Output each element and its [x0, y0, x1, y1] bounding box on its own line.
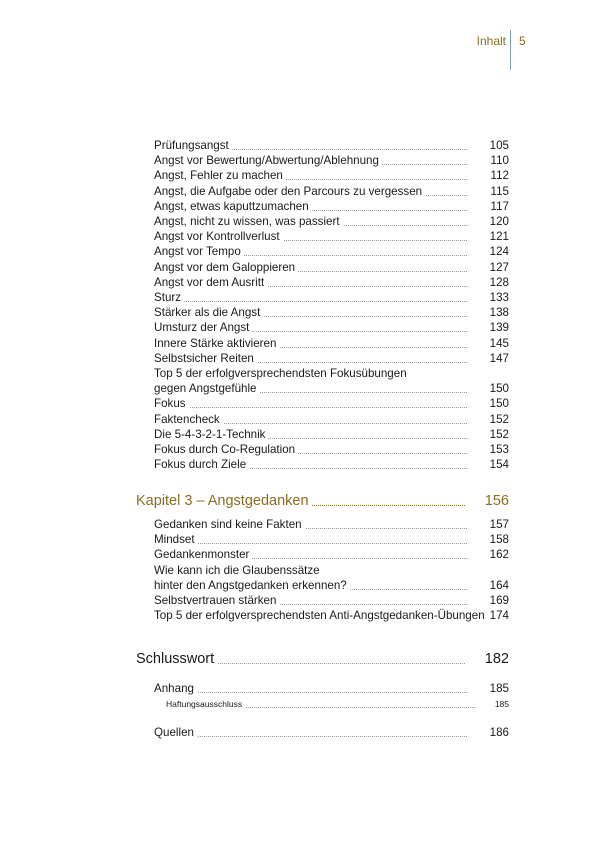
entry-page: 169: [489, 594, 509, 607]
entry-label: Haftungsausschluss: [166, 698, 245, 710]
entry-label: Angst, nicht zu wissen, was passiert: [154, 214, 343, 229]
page-number: 5: [519, 34, 526, 48]
entry-page: 150: [489, 397, 509, 411]
toc-entry[interactable]: [154, 563, 509, 578]
entry-page: 158: [489, 533, 509, 547]
leader-dots: [154, 691, 467, 693]
chapter-page: 156: [484, 493, 509, 509]
entry-label: Selbstvertrauen stärken: [154, 593, 279, 608]
entry-page: 117: [490, 199, 509, 213]
header-divider: [510, 30, 511, 70]
entry-page: 164: [489, 578, 509, 592]
entry-label: Top 5 der erfolgversprechendsten Anti-Angstgedanken-Übungen: [154, 608, 488, 623]
entry-page: 121: [489, 230, 509, 244]
entry-page: 124: [489, 245, 509, 259]
entry-label: Angst vor dem Ausritt: [154, 275, 267, 290]
entry-page: 145: [489, 336, 509, 350]
toc-entry[interactable]: [154, 593, 509, 608]
entry-label: Sturz: [154, 290, 184, 305]
toc-entry[interactable]: [154, 351, 509, 366]
entry-label: hinter den Angstgedanken erkennen?: [154, 578, 350, 593]
toc-entry[interactable]: [154, 275, 509, 290]
toc-anhang[interactable]: [154, 681, 509, 696]
entry-page: 110: [490, 154, 509, 168]
section-label: Schlusswort: [136, 649, 217, 669]
entry-label: Die 5-4-3-2-1-Technik: [154, 427, 268, 442]
toc-entry[interactable]: [154, 608, 509, 623]
toc-entry[interactable]: [154, 336, 509, 351]
entry-page: 138: [489, 306, 509, 320]
entry-page: 147: [489, 351, 509, 365]
toc-chapter-3[interactable]: [136, 491, 509, 511]
toc-entry[interactable]: [154, 578, 509, 593]
toc-haftungsausschluss[interactable]: [166, 698, 509, 710]
entry-page: 157: [489, 518, 509, 531]
entry-label: Fokus: [154, 396, 189, 411]
toc-entry[interactable]: [154, 517, 509, 532]
entry-page: 174: [489, 609, 509, 623]
entry-label: Top 5 der erfolgversprechendsten Fokusübungen: [154, 366, 410, 381]
toc-entry[interactable]: [154, 532, 509, 547]
toc-quellen[interactable]: [154, 725, 509, 740]
entry-page: 152: [489, 412, 509, 426]
section-title: Inhalt: [476, 34, 506, 48]
running-header: [400, 30, 600, 70]
leader-dots: [154, 542, 467, 544]
toc-entry[interactable]: [154, 442, 509, 457]
entry-label: Angst, die Aufgabe oder den Parcours zu vergessen: [154, 184, 425, 199]
toc-entry[interactable]: [154, 305, 509, 320]
entry-label: Gedankenmonster: [154, 547, 252, 562]
toc-entry[interactable]: [154, 184, 509, 199]
toc-entry[interactable]: [154, 153, 509, 168]
toc-entry[interactable]: [154, 199, 509, 214]
entry-label: Innere Stärke aktivieren: [154, 336, 279, 351]
entry-page: 139: [489, 321, 509, 335]
entry-label: Angst vor dem Galoppieren: [154, 260, 298, 275]
toc-entry[interactable]: [154, 366, 509, 381]
toc-entry[interactable]: [154, 457, 509, 472]
entry-label: Faktencheck: [154, 412, 223, 427]
entry-page: 185: [494, 699, 509, 709]
entry-label: Gedanken sind keine Fakten: [154, 517, 305, 532]
entry-label: Fokus durch Co-Regulation: [154, 442, 298, 457]
entry-page: 153: [489, 443, 509, 456]
entry-label: Prüfungsangst: [154, 138, 232, 153]
leader-dots: [154, 735, 467, 737]
chapter-title: Kapitel 3 – Angstgedanken: [136, 491, 312, 511]
entry-page: 127: [489, 260, 509, 274]
toc-entry[interactable]: [154, 214, 509, 229]
entry-label: Angst vor Kontrollverlust: [154, 229, 283, 244]
entry-page: 186: [489, 726, 509, 739]
entry-label: Mindset: [154, 532, 198, 547]
toc-entry[interactable]: [154, 427, 509, 442]
leader-dots: [154, 406, 467, 408]
toc-entry[interactable]: [154, 168, 509, 183]
toc-entry[interactable]: [154, 381, 509, 396]
toc-schlusswort[interactable]: [136, 649, 509, 669]
entry-page: 162: [489, 548, 509, 562]
leader-dots: [154, 300, 467, 302]
entry-page: 152: [489, 427, 509, 441]
entry-page: 105: [489, 139, 509, 152]
entry-page: 185: [489, 682, 509, 695]
entry-label: Angst vor Tempo: [154, 244, 244, 259]
toc-entry[interactable]: [154, 229, 509, 244]
toc-entry[interactable]: [154, 547, 509, 562]
entry-label: Stärker als die Angst: [154, 305, 263, 320]
entry-label: Angst, Fehler zu machen: [154, 168, 286, 183]
entry-label: Anhang: [154, 681, 197, 696]
entry-label: Wie kann ich die Glaubenssätze: [154, 563, 323, 578]
entry-label: Angst vor Bewertung/Abwertung/Ablehnung: [154, 153, 382, 168]
toc-entry[interactable]: [154, 320, 509, 335]
entry-label: gegen Angstgefühle: [154, 381, 260, 396]
toc-entry[interactable]: [154, 138, 509, 153]
entry-page: 133: [489, 291, 509, 304]
entry-label: Fokus durch Ziele: [154, 457, 249, 472]
entry-label: Quellen: [154, 725, 197, 740]
entry-page: 128: [489, 275, 509, 289]
toc-entry[interactable]: [154, 412, 509, 427]
entry-page: 120: [489, 215, 509, 228]
entry-label: Angst, etwas kaputtzumachen: [154, 199, 312, 214]
entry-label: Selbstsicher Reiten: [154, 351, 257, 366]
entry-page: 112: [490, 169, 509, 183]
toc-entry[interactable]: [154, 396, 509, 411]
toc-entry[interactable]: [154, 260, 509, 275]
toc-entry[interactable]: [154, 290, 509, 305]
entry-label: Umsturz der Angst: [154, 320, 252, 335]
entry-page: 115: [490, 184, 509, 198]
entry-page: 154: [489, 458, 509, 472]
section-page: 182: [484, 651, 509, 667]
entry-page: 150: [489, 382, 509, 396]
toc-entry[interactable]: [154, 244, 509, 259]
